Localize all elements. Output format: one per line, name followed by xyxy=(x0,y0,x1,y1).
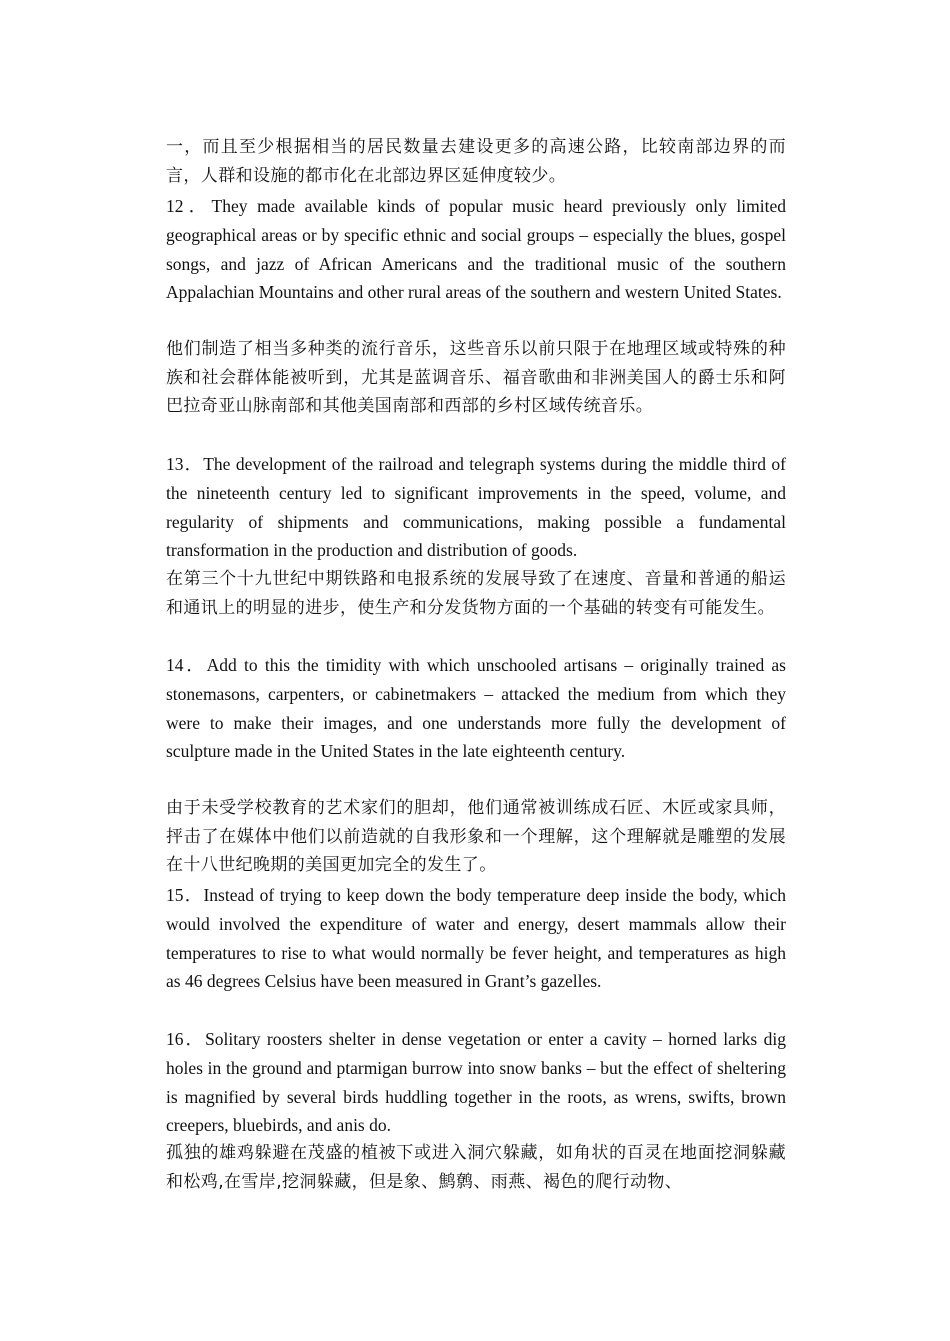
paragraph-16-chinese: 孤独的雄鸡躲避在茂盛的植被下或进入洞穴躲藏，如角状的百灵在地面挖洞躲藏和松鸡,在雪岸,挖洞躲藏，但是象、鹪鹩、雨燕、褐色的爬行动物、 xyxy=(166,1143,786,1192)
paragraph-15-english: 15．Instead of trying to keep down the body temperature deep inside the body, which would involved the expenditure of water and energy, desert mammals allow their temperatures to rise to what would normally be fever height, and temperatures as high as 46 degrees Celsius have been measured in Grant’s gazelles. xyxy=(166,885,786,992)
paragraph-13-english: 13．The development of the railroad and telegraph systems during the middle third of the nineteenth century led to significant improvements in the speed, volume, and regularity of shipments and communications, making possible a fundamental transformation in the production and distribution of goods. xyxy=(166,454,786,561)
paragraph-16-english: 16．Solitary roosters shelter in dense vegetation or enter a cavity – horned larks dig holes in the ground and ptarmigan burrow into snow banks – but the effect of sheltering is magnified by several birds huddling together in the roots, as wrens, swifts, brown creepers, bluebirds, and anis do. xyxy=(166,1029,786,1136)
paragraph-14-english: 14．Add to this the timidity with which unschooled artisans – originally trained as stonemasons, carpenters, or cabinetmakers – attacked the medium from which they were to make their images, and one understands more fully the development of sculpture made in the United States in the late eighteenth century. xyxy=(166,655,786,762)
paragraph-14-chinese: 由于未受学校教育的艺术家们的胆却，他们通常被训练成石匠、木匠或家具师， 抨击了在媒体中他们以前造就的自我形象和一个理解，这个理解就是雕塑的发展在十八世纪晚期的美国更加完全的发生了。 xyxy=(166,798,786,876)
paragraph-13-chinese: 在第三个十九世纪中期铁路和电报系统的发展导致了在速度、音量和普通的船运和通讯上的明显的进步，使生产和分发货物方面的一个基础的转变有可能发生。 xyxy=(166,569,786,618)
paragraph-12-chinese: 他们制造了相当多种类的流行音乐，这些音乐以前只限于在地理区域或特殊的种族和社会群体能被听到，尤其是蓝调音乐、福音歌曲和非洲美国人的爵士乐和阿巴拉奇亚山脉南部和其他美国南部和西部的乡村区域传统音乐。 xyxy=(166,339,786,417)
paragraph-11-chinese-tail: 一，而且至少根据相当的居民数量去建设更多的高速公路，比较南部边界的而言，人群和设施的都市化在北部边界区延伸度较少。 xyxy=(166,137,786,186)
paragraph-12-english: 12．They made available kinds of popular music heard previously only limited geographical areas or by specific ethnic and social groups – especially the blues, gospel songs, and jazz of African Americans and the traditional music of the southern Appalachian Mountains and other rural areas of the southern and western United States. xyxy=(166,196,786,303)
